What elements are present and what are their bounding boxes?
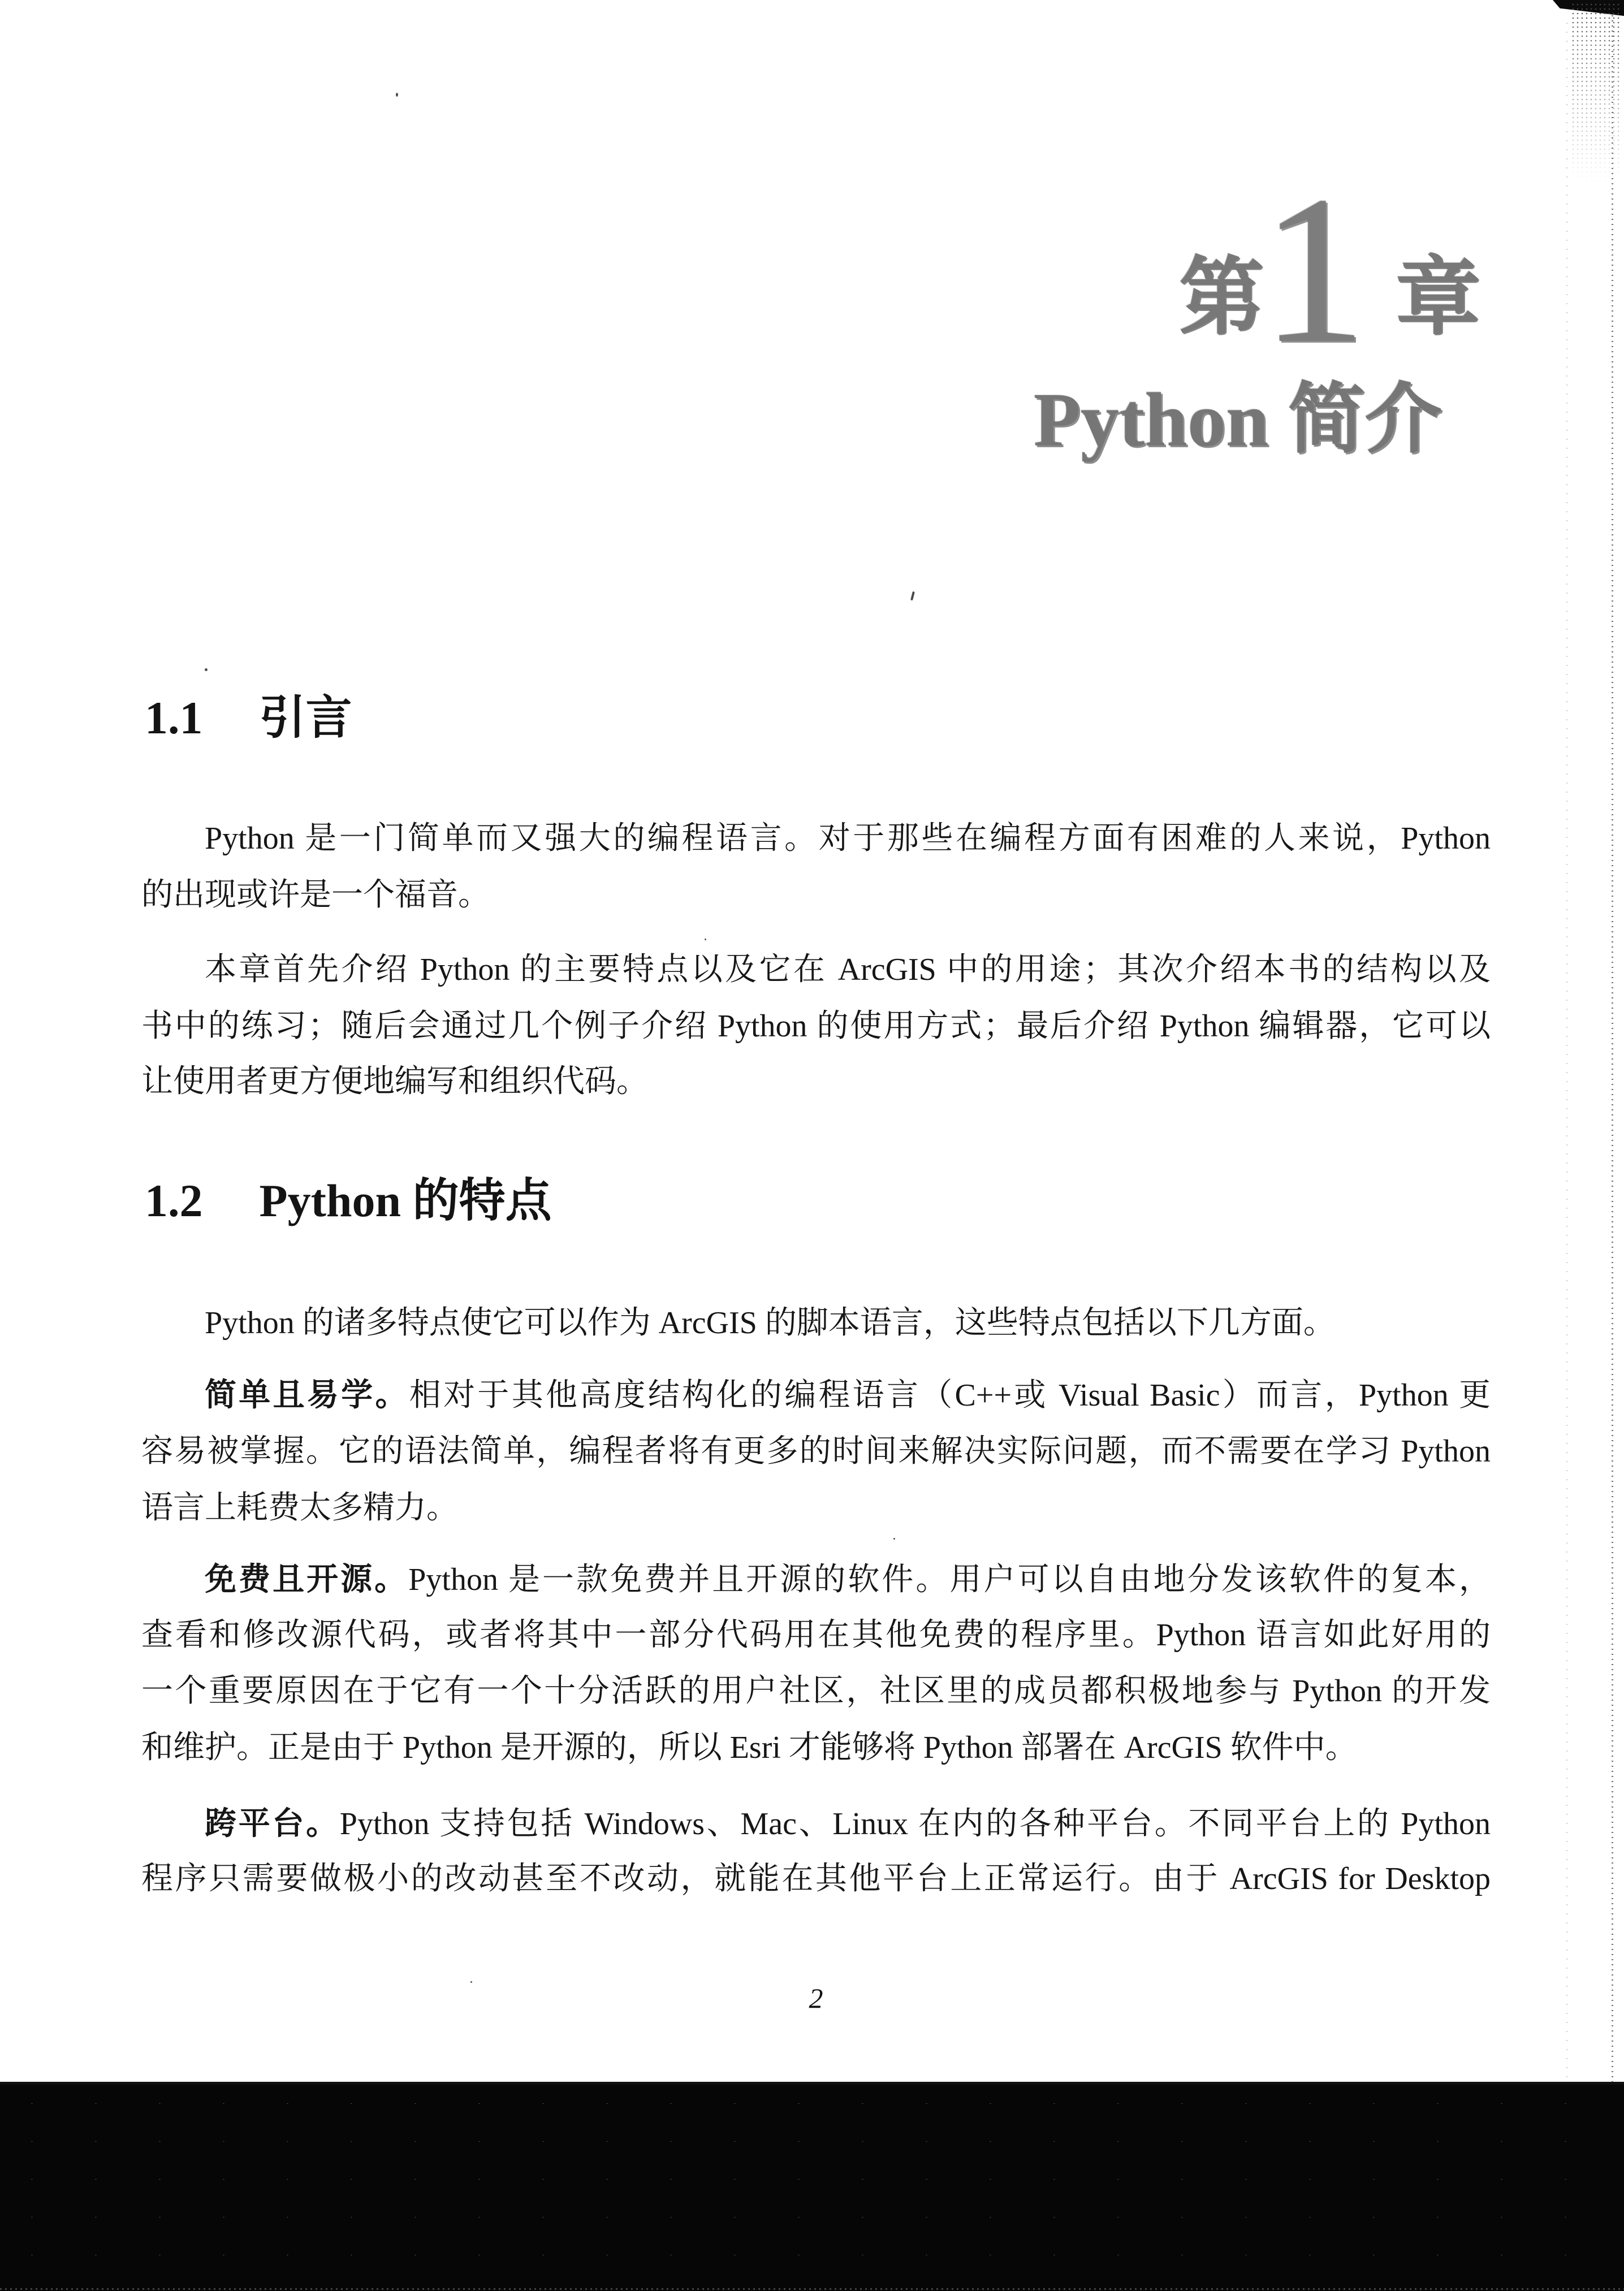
section-heading-1-1 xyxy=(145,691,352,745)
body-line: 查看和修改源代码，或者将其中一部分代码用在其他免费的程序里。Python 语言如此好用的 xyxy=(141,1618,1491,1653)
scan-corner-speckle xyxy=(1571,2,1622,183)
scan-speck xyxy=(205,668,208,671)
scan-speck xyxy=(396,93,398,97)
scan-speck xyxy=(705,939,706,940)
section-title: 引言 xyxy=(259,692,352,744)
section-heading-1-2 xyxy=(145,1174,552,1228)
chapter-label-prefix: 第 xyxy=(1179,251,1264,345)
chapter-number: 1 xyxy=(1261,153,1367,387)
section-number: 1.1 xyxy=(145,692,203,744)
body-line: 容易被掌握。它的语法简单，编程者将有更多的时间来解决实际问题，而不需要在学习 Python xyxy=(141,1434,1491,1469)
body-line-text: 相对于其他高度结构化的编程语言（C++或 Visual Basic）而言，Python 更 xyxy=(409,1378,1491,1413)
scan-edge-strip xyxy=(1566,23,1567,2081)
page-number: 2 xyxy=(809,1982,823,2014)
section-title: Python 的特点 xyxy=(259,1175,552,1226)
body-line: 的出现或许是一个福音。 xyxy=(141,878,490,913)
body-line: 程序只需要做极小的改动甚至不改动，就能在其他平台上正常运行。由于 ArcGIS for Desktop xyxy=(141,1861,1491,1896)
body-line xyxy=(141,1804,1491,1843)
body-line-text: Python 支持包括 Windows、Mac、Linux 在内的各种平台。不同平台上的 Python xyxy=(339,1806,1491,1842)
body-line xyxy=(141,1375,1491,1415)
paragraph-lead: 简单且易学。 xyxy=(205,1377,409,1412)
body-line: 语言上耗费太多精力。 xyxy=(141,1490,458,1525)
scan-speck xyxy=(470,1981,472,1983)
scan-edge-strip xyxy=(1612,0,1613,2082)
body-line xyxy=(141,1559,1491,1599)
paragraph-lead: 跨平台。 xyxy=(205,1805,340,1841)
section-number: 1.2 xyxy=(145,1175,203,1226)
chapter-label-suffix: 章 xyxy=(1396,251,1481,345)
body-line: 和维护。正是由于 Python 是开源的，所以 Esri 才能够将 Python 部署在 ArcGIS 软件中。 xyxy=(141,1730,1357,1765)
body-line-text: Python 是一款免费并且开源的软件。用户可以自由地分发该软件的复本， xyxy=(408,1562,1491,1597)
body-line: Python 是一门简单而又强大的编程语言。对于那些在编程方面有困难的人来说，Python xyxy=(205,821,1491,856)
scan-speck xyxy=(893,1538,895,1540)
body-line: 本章首先介绍 Python 的主要特点以及它在 ArcGIS 中的用途；其次介绍本书的结构以及 xyxy=(205,952,1491,987)
body-line: 让使用者更方便地编写和组织代码。 xyxy=(141,1064,648,1099)
body-line: Python 的诸多特点使它可以作为 ArcGIS 的脚本语言，这些特点包括以下几方面。 xyxy=(205,1306,1335,1341)
scan-bottom-black-band xyxy=(0,2082,1624,2291)
body-line: 一个重要原因在于它有一个十分活跃的用户社区，社区里的成员都积极地参与 Python 的开发 xyxy=(141,1674,1491,1709)
paragraph-lead: 免费且开源。 xyxy=(205,1561,409,1597)
body-line: 书中的练习；随后会通过几个例子介绍 Python 的使用方式；最后介绍 Python 编辑器，它可以 xyxy=(141,1009,1491,1044)
chapter-title: Python 简介 xyxy=(1034,378,1442,462)
scan-speck xyxy=(910,591,915,600)
